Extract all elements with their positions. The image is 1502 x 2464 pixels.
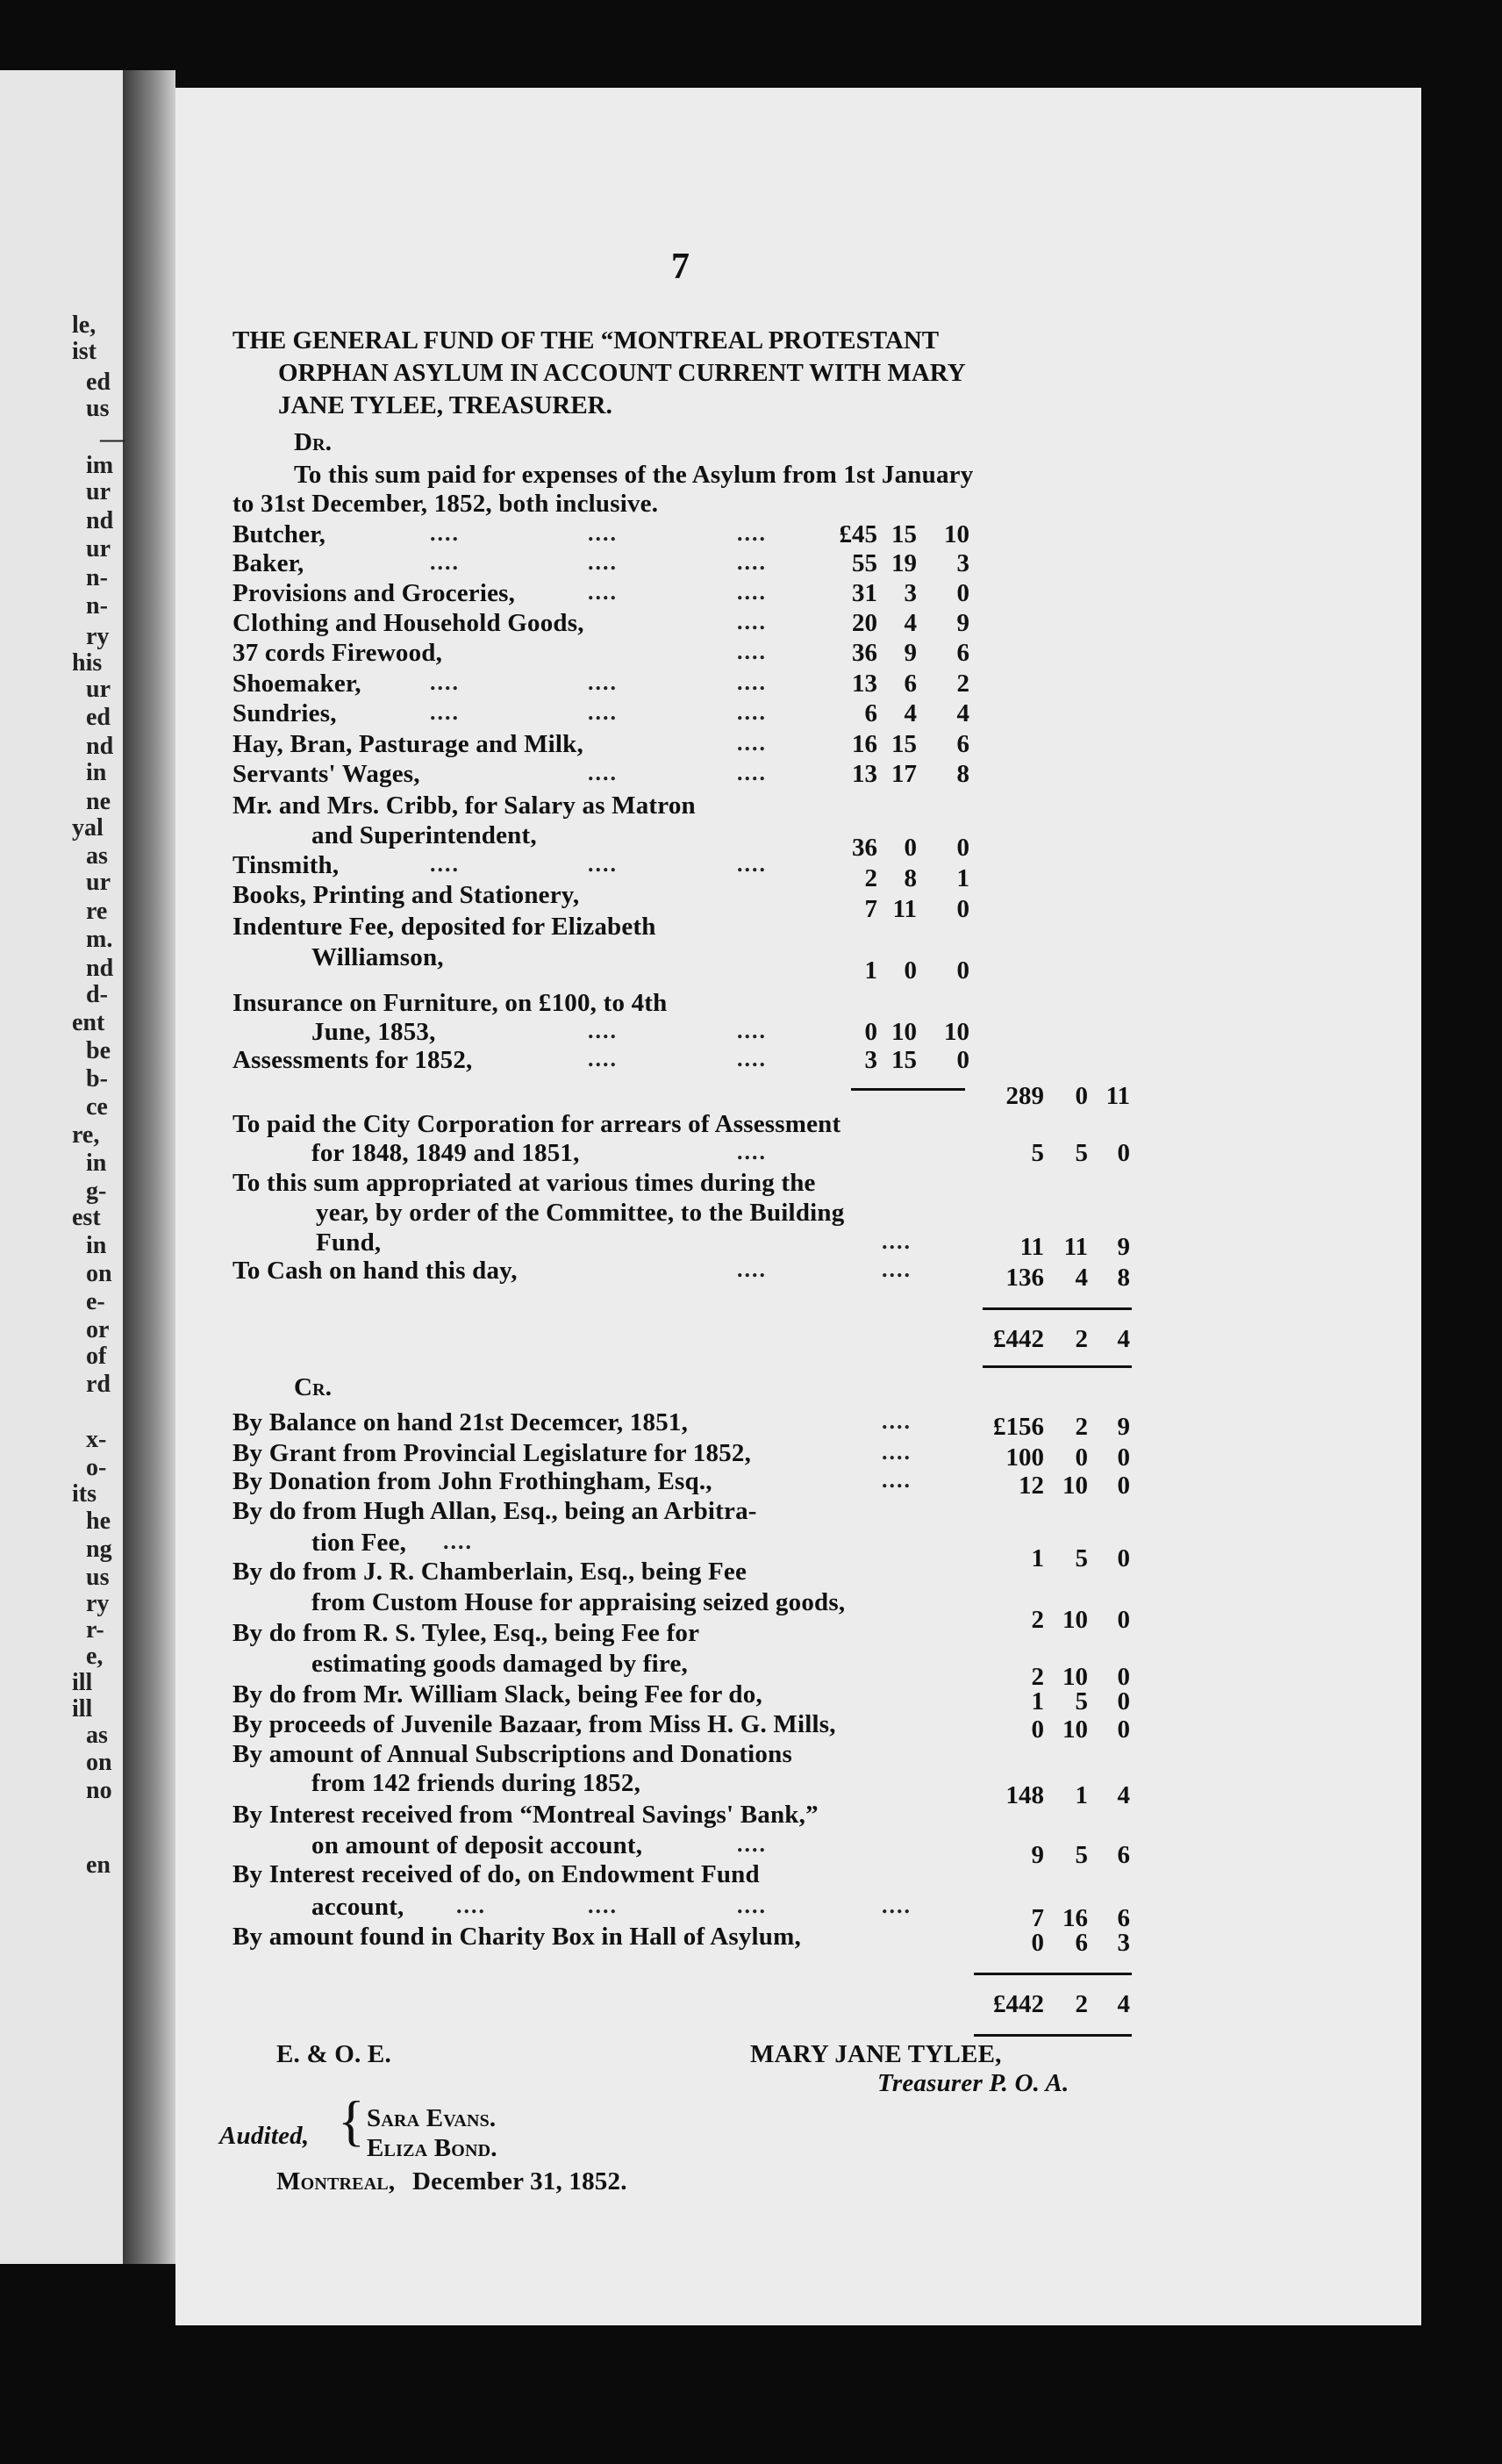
left-page-text-fragment: e,: [86, 1643, 104, 1670]
amount-pounds: 36: [852, 639, 877, 667]
entry-label: Fund,: [316, 1228, 382, 1257]
expense-label: June, 1853,: [311, 1018, 436, 1046]
left-page-text-fragment: est: [72, 1204, 101, 1231]
amount-pounds: £442: [993, 1325, 1044, 1353]
amount-pounds: 16: [852, 730, 877, 758]
total-rule: [983, 1307, 1132, 1310]
left-page-text-fragment: ry: [86, 623, 110, 650]
amount-shillings: 0: [1075, 1082, 1088, 1110]
left-page-text-fragment: n-: [86, 564, 108, 591]
date: December 31, 1852.: [412, 2167, 627, 2195]
amount-pounds: 7: [864, 895, 877, 923]
left-page-text-fragment: ed: [86, 369, 111, 396]
audit-brace: {: [338, 2089, 365, 2152]
amount-pounds: 0: [1031, 1715, 1044, 1744]
left-page-text-fragment: on: [86, 1260, 112, 1287]
leader-dots: ....: [588, 760, 618, 785]
amount-pence: 0: [1117, 1544, 1130, 1572]
receipt-label: By proceeds of Juvenile Bazaar, from Miss H. G. Mills,: [232, 1710, 836, 1738]
amount-shillings: 4: [904, 699, 917, 727]
left-page-text-fragment: he: [86, 1508, 111, 1535]
amount-shillings: 9: [904, 639, 917, 667]
left-page-text-fragment: e-: [86, 1288, 105, 1315]
receipt-label: By Grant from Provincial Legislature for 1852,: [232, 1439, 752, 1467]
amount-shillings: 10: [1062, 1715, 1088, 1744]
leader-dots: ....: [737, 851, 767, 877]
debit-heading: Dr.: [294, 428, 333, 456]
expense-label: Insurance on Furniture, on £100, to 4th: [232, 989, 668, 1017]
amount-pence: 6: [956, 639, 969, 667]
leader-dots: ....: [430, 520, 460, 546]
amount-pence: 9: [956, 609, 969, 637]
expense-label: Books, Printing and Stationery,: [232, 881, 580, 909]
left-page-text-fragment: ill: [72, 1695, 93, 1723]
amount-shillings: 2: [1075, 1413, 1088, 1441]
amount-pounds: 20: [852, 609, 877, 637]
left-page-text-fragment: ur: [86, 676, 111, 703]
amount-shillings: 10: [1062, 1606, 1088, 1634]
amount-pence: 10: [944, 520, 969, 548]
left-page-text-fragment: or: [86, 1316, 110, 1343]
amount-pounds: 289: [1005, 1082, 1044, 1110]
amount-pence: 4: [956, 699, 969, 727]
left-page-text-fragment: ur: [86, 535, 111, 562]
leader-dots: ....: [588, 549, 618, 575]
amount-pence: 6: [956, 730, 969, 758]
receipt-label: By Donation from John Frothingham, Esq.,: [232, 1467, 712, 1495]
account-title-line: THE GENERAL FUND OF THE “MONTREAL PROTESTANT: [232, 326, 940, 355]
treasurer-name: MARY JANE TYLEE,: [750, 2040, 1002, 2068]
receipt-label: from Custom House for appraising seized goods,: [311, 1588, 846, 1616]
amount-shillings: 2: [1075, 1990, 1088, 2018]
left-page-text-fragment: r-: [86, 1616, 104, 1644]
intro-line: To this sum paid for expenses of the Asylum from 1st January: [294, 461, 974, 489]
leader-dots: ....: [588, 670, 618, 695]
expense-label: Mr. and Mrs. Cribb, for Salary as Matron: [232, 791, 696, 820]
total-rule: [983, 1365, 1132, 1368]
amount-shillings: 0: [904, 834, 917, 862]
amount-pence: 0: [1117, 1715, 1130, 1744]
left-page-text-fragment: ce: [86, 1093, 108, 1121]
leader-dots: ....: [588, 699, 618, 725]
amount-pounds: 136: [1005, 1264, 1044, 1292]
left-page-text-fragment: on: [86, 1749, 112, 1776]
amount-pence: 0: [1117, 1139, 1130, 1167]
expense-label: 37 cords Firewood,: [232, 639, 443, 667]
left-page-text-fragment: ng: [86, 1536, 112, 1563]
receipt-label: By Interest received of do, on Endowment Fund: [232, 1860, 760, 1888]
receipt-label: By Balance on hand 21st Decemcer, 1851,: [232, 1408, 689, 1436]
leader-dots: ....: [737, 1139, 767, 1164]
place: Montreal,: [276, 2167, 396, 2195]
left-page-text-fragment: us: [86, 1564, 110, 1591]
leader-dots: ....: [882, 1228, 912, 1254]
amount-pounds: 11: [1019, 1233, 1044, 1261]
amount-shillings: 10: [1062, 1663, 1088, 1691]
auditor-name: Sara Evans.: [367, 2104, 497, 2132]
total-rule: [974, 1973, 1132, 1975]
amount-pence: 8: [1117, 1264, 1130, 1292]
amount-pounds: 7: [1031, 1904, 1044, 1932]
expense-label: Indenture Fee, deposited for Elizabeth: [232, 913, 656, 941]
amount-shillings: 16: [1062, 1904, 1088, 1932]
amount-pence: 9: [1117, 1233, 1130, 1261]
amount-pounds: 3: [864, 1046, 877, 1074]
leader-dots: ....: [882, 1893, 912, 1918]
left-page-text-fragment: ur: [86, 869, 111, 896]
leader-dots: ....: [737, 1046, 767, 1071]
leader-dots: ....: [443, 1529, 473, 1554]
leader-dots: ....: [430, 670, 460, 695]
account-title-line: ORPHAN ASYLUM IN ACCOUNT CURRENT WITH MARY: [278, 359, 966, 387]
leader-dots: ....: [588, 1046, 618, 1071]
left-page-text-fragment: nd: [86, 507, 114, 534]
leader-dots: ....: [882, 1257, 912, 1282]
amount-pounds: £156: [993, 1413, 1044, 1441]
expense-label: and Superintendent,: [311, 821, 537, 849]
entry-label: year, by order of the Committee, to the Building: [316, 1199, 845, 1227]
amount-pence: 6: [1117, 1904, 1130, 1932]
intro-line: to 31st December, 1852, both inclusive.: [232, 490, 659, 518]
left-page-text-fragment: x-: [86, 1426, 107, 1453]
leader-dots: ....: [430, 851, 460, 877]
amount-shillings: 19: [891, 549, 917, 577]
leader-dots: ....: [430, 549, 460, 575]
receipt-label: estimating goods damaged by fire,: [311, 1650, 688, 1678]
expense-label: Sundries,: [232, 699, 337, 727]
left-page-text-fragment: d-: [86, 981, 108, 1008]
receipt-label: tion Fee,: [311, 1529, 407, 1557]
amount-shillings: 5: [1075, 1139, 1088, 1167]
left-page-text-fragment: ent: [72, 1009, 105, 1036]
amount-pounds: 12: [1019, 1472, 1044, 1500]
amount-shillings: 5: [1075, 1841, 1088, 1869]
receipt-label: By do from Mr. William Slack, being Fee for do,: [232, 1680, 762, 1708]
left-page-text-fragment: ur: [86, 478, 111, 505]
amount-pence: 8: [956, 760, 969, 788]
leader-dots: ....: [737, 520, 767, 546]
amount-shillings: 4: [904, 609, 917, 637]
left-page-text-fragment: m.: [86, 926, 113, 953]
left-page-text-fragment: en: [86, 1852, 111, 1879]
entry-label: To Cash on hand this day,: [232, 1257, 518, 1285]
amount-pence: 0: [1117, 1472, 1130, 1500]
amount-shillings: 15: [891, 520, 917, 548]
receipt-label: account,: [311, 1893, 404, 1921]
amount-pence: 6: [1117, 1841, 1130, 1869]
amount-pounds: 31: [852, 579, 877, 607]
receipt-label: By amount of Annual Subscriptions and Donations: [232, 1740, 792, 1768]
amount-shillings: 8: [904, 864, 917, 892]
amount-shillings: 4: [1075, 1264, 1088, 1292]
expense-label: Provisions and Groceries,: [232, 579, 516, 607]
total-rule: [974, 2034, 1132, 2037]
amount-pounds: 13: [852, 670, 877, 698]
leader-dots: ....: [737, 1018, 767, 1043]
amount-pence: 0: [1117, 1687, 1130, 1715]
amount-pounds: 1: [1031, 1687, 1044, 1715]
receipt-label: By do from R. S. Tylee, Esq., being Fee for: [232, 1619, 700, 1647]
amount-pence: 3: [956, 549, 969, 577]
leader-dots: ....: [737, 1893, 767, 1918]
amount-pence: 0: [956, 579, 969, 607]
amount-pounds: 55: [852, 549, 877, 577]
amount-pence: 10: [944, 1018, 969, 1046]
left-page-text-fragment: g-: [86, 1178, 107, 1205]
amount-pounds: 13: [852, 760, 877, 788]
left-page-text-fragment: im: [86, 452, 114, 479]
left-page-text-fragment: re,: [72, 1121, 100, 1149]
entry-label: To paid the City Corporation for arrears of Assessment: [232, 1110, 841, 1138]
left-page-text-fragment: n-: [86, 592, 108, 620]
entry-label: for 1848, 1849 and 1851,: [311, 1139, 580, 1167]
leader-dots: ....: [737, 699, 767, 725]
expense-label: Williamson,: [311, 943, 444, 971]
leader-dots: ....: [430, 699, 460, 725]
amount-pence: 4: [1117, 1325, 1130, 1353]
expense-label: Tinsmith,: [232, 851, 340, 879]
amount-shillings: 3: [904, 579, 917, 607]
audited-label: Audited,: [219, 2122, 310, 2150]
amount-pence: 3: [1117, 1929, 1130, 1957]
amount-pounds: 1: [1031, 1544, 1044, 1572]
receipt-label: By do from Hugh Allan, Esq., being an Arbitra-: [232, 1497, 757, 1525]
amount-pounds: 100: [1005, 1443, 1044, 1472]
amount-pence: 9: [1117, 1413, 1130, 1441]
expense-label: Shoemaker,: [232, 670, 361, 698]
left-page-text-fragment: its: [72, 1480, 97, 1508]
leader-dots: ....: [882, 1439, 912, 1465]
expense-label: Assessments for 1852,: [232, 1046, 473, 1074]
amount-shillings: 1: [1075, 1781, 1088, 1809]
leader-dots: ....: [737, 760, 767, 785]
amount-pounds: 0: [864, 1018, 877, 1046]
amount-shillings: 6: [904, 670, 917, 698]
amount-shillings: 17: [891, 760, 917, 788]
leader-dots: ....: [588, 851, 618, 877]
amount-pence: 0: [956, 1046, 969, 1074]
left-page-text-fragment: no: [86, 1777, 112, 1804]
receipt-label: from 142 friends during 1852,: [311, 1769, 641, 1797]
amount-pence: 0: [1117, 1663, 1130, 1691]
left-page-text-fragment: ist: [72, 338, 97, 365]
amount-shillings: 15: [891, 1046, 917, 1074]
subtotal-rule: [851, 1088, 965, 1091]
amount-shillings: 6: [1075, 1929, 1088, 1957]
receipt-label: on amount of deposit account,: [311, 1831, 643, 1859]
leader-dots: ....: [737, 670, 767, 695]
left-page-text-fragment: in: [86, 759, 107, 786]
amount-pounds: £442: [993, 1990, 1044, 2018]
account-title-line: JANE TYLEE, TREASURER.: [278, 391, 612, 419]
amount-shillings: 0: [1075, 1443, 1088, 1472]
amount-shillings: 10: [891, 1018, 917, 1046]
left-page-text-fragment: in: [86, 1150, 107, 1177]
left-page-text-fragment: ed: [86, 704, 111, 731]
left-page-text-fragment: nd: [86, 733, 114, 760]
left-page-text-fragment: nd: [86, 955, 114, 982]
amount-pounds: 36: [852, 834, 877, 862]
leader-dots: ....: [737, 1257, 767, 1282]
receipt-label: By Interest received from “Montreal Savings' Bank,”: [232, 1801, 819, 1829]
receipt-label: By do from J. R. Chamberlain, Esq., being Fee: [232, 1558, 747, 1586]
amount-pence: 0: [1117, 1606, 1130, 1634]
amount-pence: 4: [1117, 1990, 1130, 2018]
expense-label: Butcher,: [232, 520, 326, 548]
left-page-text-fragment: re: [86, 898, 108, 925]
amount-shillings: 5: [1075, 1687, 1088, 1715]
entry-label: To this sum appropriated at various times during the: [232, 1169, 816, 1197]
amount-pounds: 5: [1031, 1139, 1044, 1167]
left-page-text-fragment: le,: [72, 312, 97, 339]
leader-dots: ....: [588, 520, 618, 546]
leader-dots: ....: [737, 1831, 767, 1857]
page-number: 7: [671, 247, 690, 287]
expense-label: Baker,: [232, 549, 304, 577]
leader-dots: ....: [882, 1467, 912, 1493]
amount-pence: 0: [956, 956, 969, 985]
amount-pence: 1: [956, 864, 969, 892]
treasurer-title: Treasurer P. O. A.: [877, 2069, 1069, 2097]
leader-dots: ....: [588, 579, 618, 605]
left-page-text-fragment: ill: [72, 1669, 93, 1696]
left-page-text-fragment: rd: [86, 1371, 111, 1398]
left-page-text-fragment: of: [86, 1343, 107, 1370]
amount-pounds: 0: [1031, 1929, 1044, 1957]
leader-dots: ....: [588, 1018, 618, 1043]
leader-dots: ....: [882, 1408, 912, 1434]
left-page-text-fragment: in: [86, 1232, 107, 1259]
leader-dots: ....: [737, 639, 767, 664]
expense-label: Clothing and Household Goods,: [232, 609, 584, 637]
left-page-text-fragment: o-: [86, 1454, 107, 1481]
amount-pence: 0: [956, 834, 969, 862]
amount-pounds: 6: [864, 699, 877, 727]
credit-heading: Cr.: [294, 1373, 333, 1401]
left-page-text-fragment: —: [100, 426, 125, 453]
receipt-label: By amount found in Charity Box in Hall of Asylum,: [232, 1923, 801, 1951]
left-page-text-fragment: his: [72, 649, 103, 677]
amount-pounds: 148: [1005, 1781, 1044, 1809]
left-page-text-fragment: as: [86, 842, 108, 870]
amount-pounds: 2: [1031, 1663, 1044, 1691]
amount-shillings: 5: [1075, 1544, 1088, 1572]
amount-pounds: 9: [1031, 1841, 1044, 1869]
left-page-text-fragment: ry: [86, 1590, 110, 1617]
leader-dots: ....: [456, 1893, 486, 1918]
account-title: [232, 325, 1154, 422]
amount-pounds: 2: [1031, 1606, 1044, 1634]
amount-pence: 11: [1105, 1082, 1130, 1110]
amount-shillings: 11: [892, 895, 917, 923]
amount-shillings: 2: [1075, 1325, 1088, 1353]
amount-shillings: 10: [1062, 1472, 1088, 1500]
left-page-text-fragment: ne: [86, 788, 111, 815]
amount-shillings: 11: [1063, 1233, 1088, 1261]
amount-pence: 0: [1117, 1443, 1130, 1472]
amount-shillings: 15: [891, 730, 917, 758]
amount-pence: 2: [956, 670, 969, 698]
amount-shillings: 0: [904, 956, 917, 985]
amount-pence: 0: [956, 895, 969, 923]
amount-pounds: 2: [864, 864, 877, 892]
left-page-text-fragment: be: [86, 1037, 111, 1064]
left-page-text-fragment: yal: [72, 814, 104, 842]
leader-dots: ....: [737, 549, 767, 575]
leader-dots: ....: [737, 579, 767, 605]
leader-dots: ....: [588, 1893, 618, 1918]
leader-dots: ....: [737, 730, 767, 756]
left-page-text-fragment: b-: [86, 1065, 108, 1092]
leader-dots: ....: [737, 609, 767, 634]
amount-pounds: 1: [864, 956, 877, 985]
expense-label: Hay, Bran, Pasturage and Milk,: [232, 730, 583, 758]
errors-omissions-excepted: E. & O. E.: [276, 2040, 391, 2068]
amount-pounds: £45: [839, 520, 877, 548]
expense-label: Servants' Wages,: [232, 760, 420, 788]
left-page-text-fragment: us: [86, 395, 110, 422]
amount-pence: 4: [1117, 1781, 1130, 1809]
auditor-name: Eliza Bond.: [367, 2134, 497, 2162]
left-page-text-fragment: as: [86, 1722, 108, 1749]
